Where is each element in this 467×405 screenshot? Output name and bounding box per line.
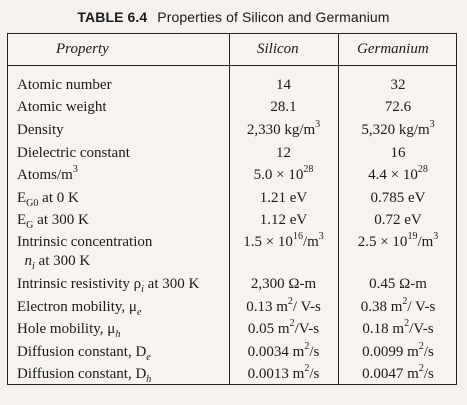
cell-germanium: 0.18 $m^2/V-s$ [362, 318, 434, 337]
cell-germanium: 0.45 Ω-m [369, 276, 427, 292]
cell-silicon: 1.12 eV [259, 212, 308, 228]
cell-silicon: 1.21 eV [259, 190, 308, 206]
cell-property: $E_G$ at 300 K [17, 212, 89, 231]
table-number: TABLE 6.4 [77, 9, 148, 25]
cell-germanium: 32 [390, 77, 406, 93]
cell-germanium: 5,320 $kg/m^3$ [361, 119, 435, 138]
cell-silicon: 0.0013 $m^2/s$ [247, 363, 320, 382]
header-property: Property [56, 41, 109, 57]
cell-germanium: 72.6 [384, 99, 412, 115]
cell-silicon: $5.0 \times 10^{28}$ [253, 164, 314, 183]
cell-germanium: $2.5 \times 10^{19}/m^3$ [357, 231, 439, 250]
header-germanium: Germanium [357, 41, 429, 57]
header-silicon: Silicon [257, 41, 299, 57]
cell-property: Atoms/$m^3$ [17, 164, 78, 183]
cell-property: Intrinsic concentration $n_i$ at 300 K [17, 234, 153, 272]
cell-property: Diffusion constant, $D_e$ [17, 344, 151, 363]
cell-germanium: 0.785 eV [370, 190, 426, 206]
cell-property: Density [17, 122, 64, 138]
cell-property: Electron mobility, $\mu_e$ [17, 299, 142, 318]
cell-silicon: 0.05 $m^2/V-s$ [247, 318, 320, 337]
cell-germanium: 0.38 $m^2/$ V-s [360, 296, 436, 315]
cell-property: Hole mobility, $\mu_h$ [17, 321, 121, 340]
cell-silicon: 12 [276, 145, 291, 161]
cell-silicon: 2,300 Ω-m [250, 276, 317, 292]
table-header [8, 34, 456, 66]
cell-germanium: $4.4 \times 10^{28}$ [368, 164, 428, 183]
cell-germanium: 0.0099 $m^2/s$ [362, 341, 434, 360]
cell-property: Atomic number [17, 77, 112, 93]
cell-germanium: 0.72 eV [374, 212, 422, 228]
cell-silicon: $1.5 \times 10^{16}/m^3$ [243, 231, 324, 250]
cell-property: Atomic weight [17, 99, 107, 115]
cell-silicon: 2,330 $kg/m^3$ [246, 119, 321, 138]
cell-silicon: 14 [276, 77, 291, 93]
cell-property: Diffusion constant, $D_h$ [17, 366, 152, 385]
cell-germanium: 0.0047 $m^2/s$ [362, 363, 434, 382]
cell-silicon: 28.1 [270, 99, 297, 115]
cell-silicon: 0.0034 $m^2/s$ [247, 341, 320, 360]
cell-property: $E_{G0}$ at 0 K [17, 190, 79, 209]
cell-property: Intrinsic resistivity $\rho_i$ at 300 K [17, 276, 200, 295]
cell-property: Dielectric constant [17, 145, 130, 161]
cell-germanium: 16 [390, 145, 406, 161]
table-caption [0, 9, 467, 25]
properties-table [7, 33, 457, 385]
cell-silicon: 0.13 $m^2/$ V-s [246, 296, 321, 315]
table-title: Properties of Silicon and Germanium [157, 9, 390, 25]
